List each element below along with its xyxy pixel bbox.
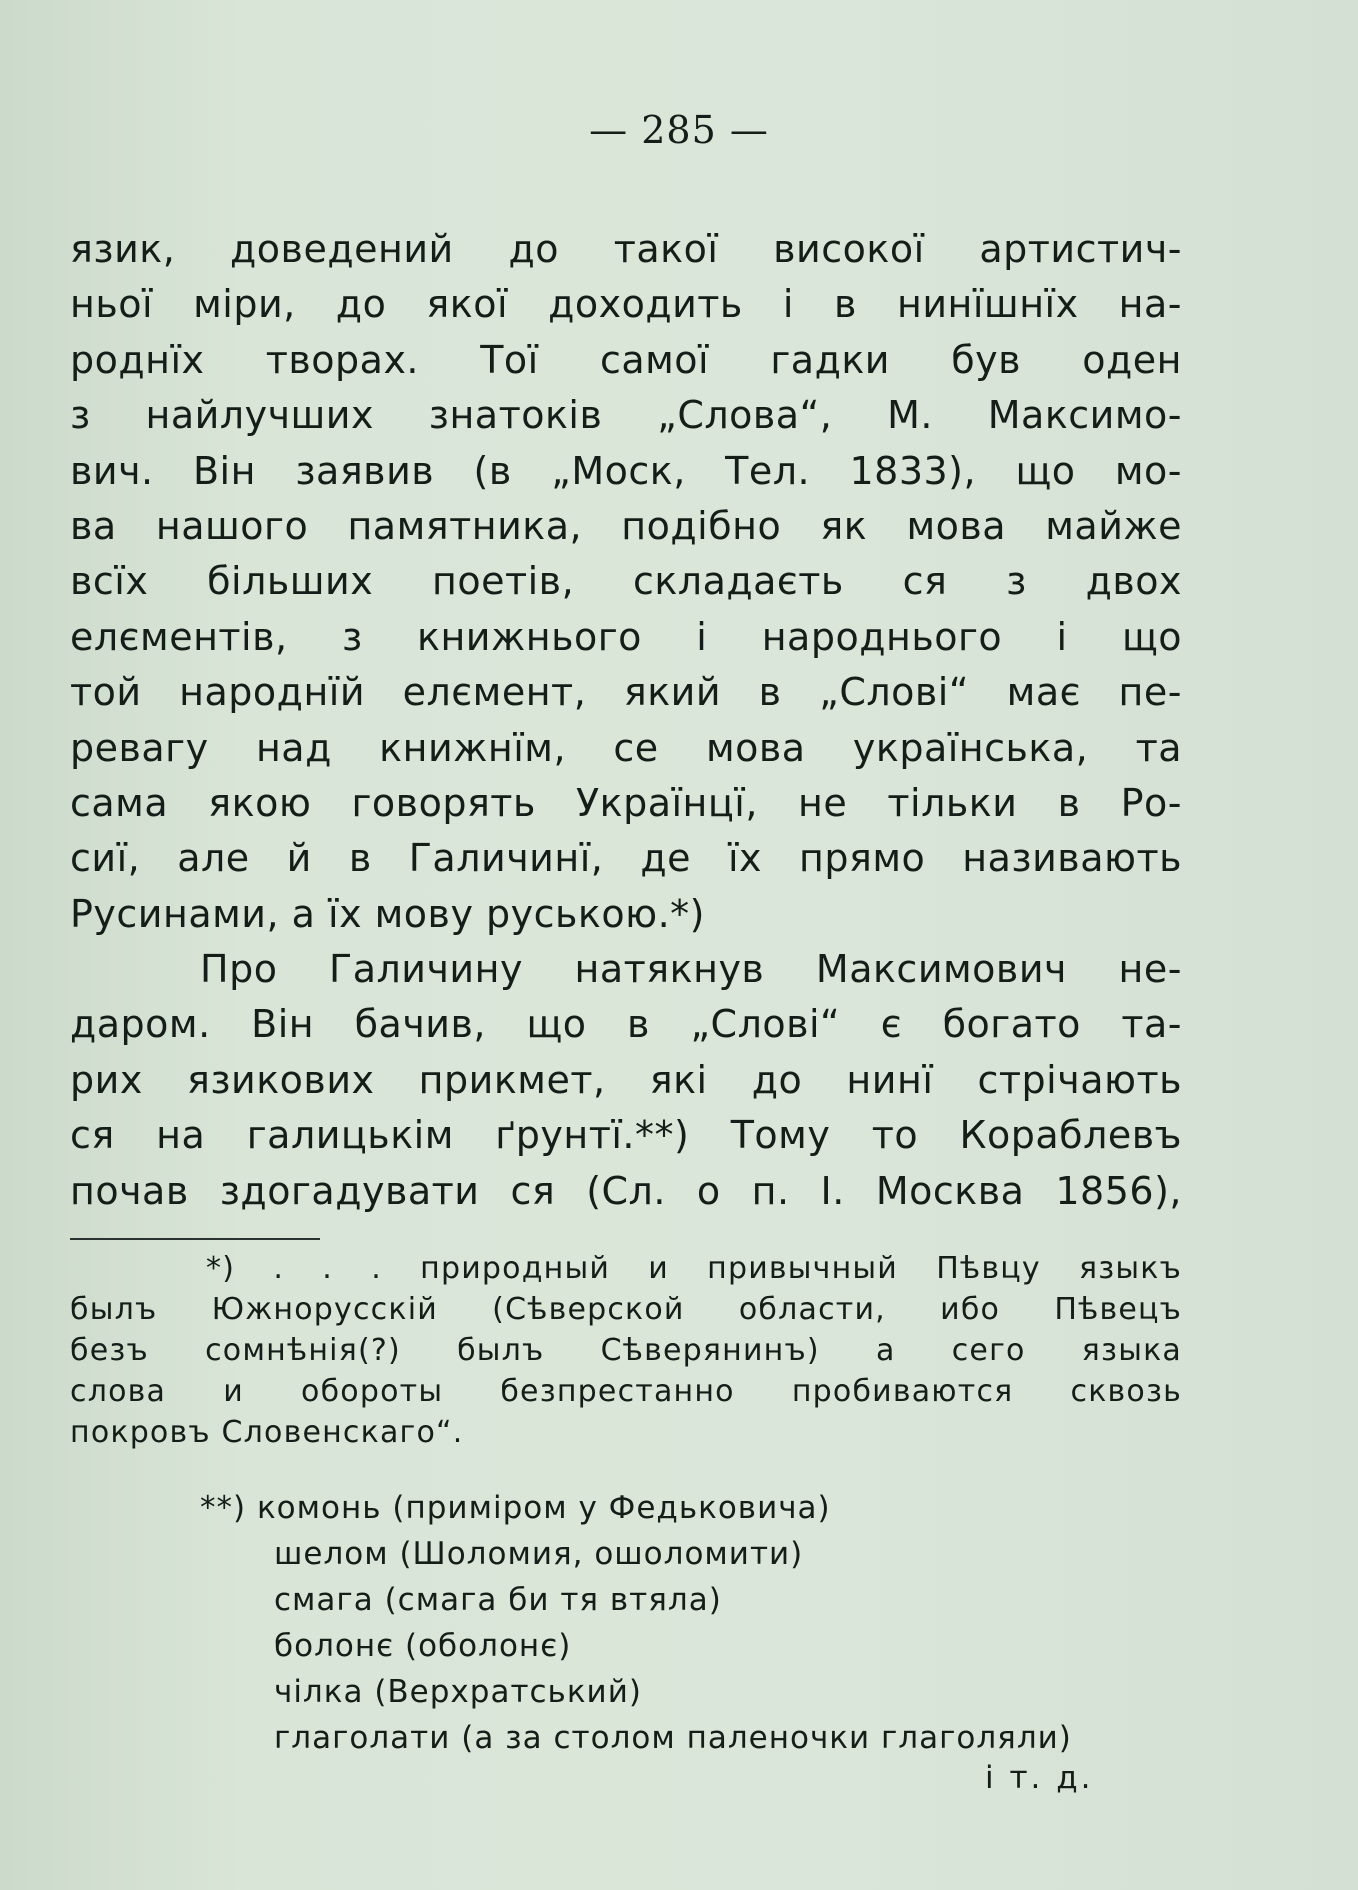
page-number: — 285 —: [589, 108, 769, 152]
footnote-2: [200, 1485, 1200, 1761]
text-line: язик, доведений до такої високої артистич-: [70, 227, 1182, 271]
footnote-line: былъ Южнорусскій (Сѣверской области, ибо Пѣвецъ: [70, 1292, 1182, 1327]
footnote-divider: [70, 1238, 320, 1240]
text-line: Русинами, а їх мову руською.*): [70, 891, 706, 936]
body-text: [70, 222, 1182, 1219]
footnote-line: чілка (Верхратський): [274, 1674, 642, 1710]
footnote-line: безъ сомнѣнія(?) былъ Сѣверянинъ) а сего языка: [70, 1333, 1182, 1368]
text-line: той народнїй елємент, який в „Слові“ має пе-: [70, 670, 1182, 715]
footnote-line: смага (смага би тя втяла): [274, 1582, 722, 1618]
text-line: ся на галицькім ґрунтї.**) Тому то Кораблевъ: [70, 1113, 1182, 1158]
text-line: ва нашого памятника, подібно як мова майже: [70, 503, 1182, 548]
text-line: роднїх творах. Тої самої гадки був оден: [70, 337, 1182, 382]
text-line: з найлучших знатоків „Слова“, М. Максимо-: [70, 393, 1182, 438]
footnote-1: [70, 1248, 1182, 1453]
footnote-etc: і т. д.: [985, 1760, 1094, 1796]
text-line: всїх більших поетів, складаєть ся з двох: [70, 559, 1182, 604]
text-line: вич. Він заявив (в „Моск, Тел. 1833), що мо-: [70, 448, 1182, 493]
text-line: почав здогадувати ся (Сл. о п. І. Москва 1856),: [70, 1168, 1182, 1213]
text-line: ньої міри, до якої доходить і в нинїшнїх на-: [70, 282, 1182, 327]
paragraph-start-line: Про Галичину натякнув Максимович не-: [200, 947, 1182, 992]
text-line: даром. Він бачив, що в „Слові“ є богато та-: [70, 1002, 1182, 1047]
text-line: рих язикових прикмет, які до нинї стрічають: [70, 1057, 1182, 1102]
footnote-line: **) комонь (приміром у Федьковича): [200, 1490, 831, 1526]
text-line: ревагу над книжнїм, се мова українська, та: [70, 725, 1182, 770]
footnote-line: глаголати (а за столом паленочки глаголяли): [274, 1720, 1072, 1756]
footnote-line: шелом (Шоломия, ошоломити): [274, 1536, 804, 1572]
footnote-line: *) . . . природный и привычный Пѣвцу языкъ: [206, 1251, 1182, 1286]
footnote-line: покровъ Словенскаго“.: [70, 1415, 464, 1450]
footnote-line: болонє (оболонє): [274, 1628, 572, 1664]
text-line: елєментів, з книжнього і народнього і що: [70, 614, 1182, 659]
footnote-line: слова и обороты безпрестанно пробиваются сквозь: [70, 1374, 1182, 1409]
text-line: сама якою говорять Українцї, не тільки в Ро-: [70, 780, 1182, 825]
text-line: сиї, але й в Галичинї, де їх прямо називають: [70, 836, 1182, 881]
